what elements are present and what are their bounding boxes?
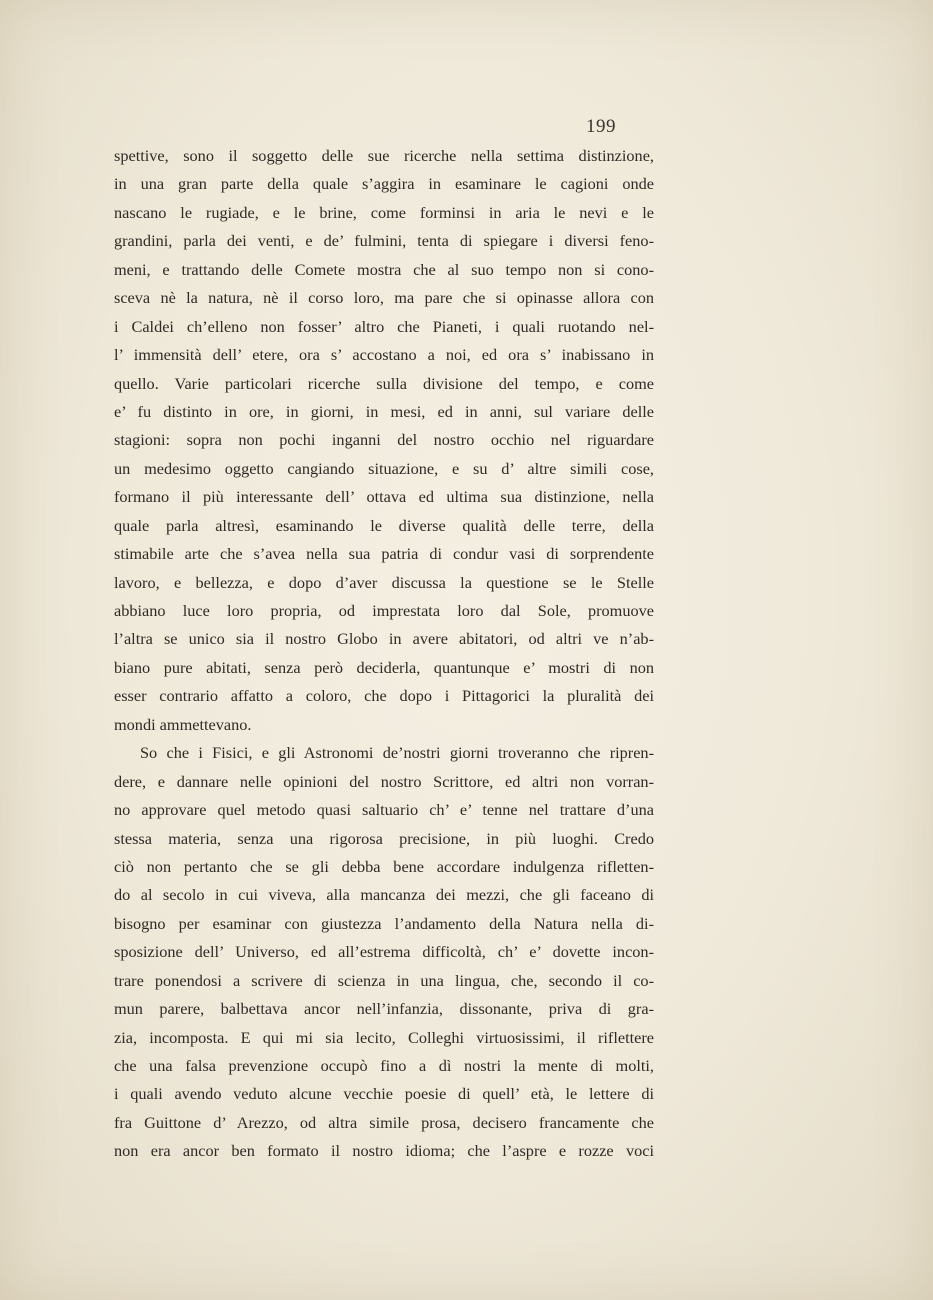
text-line: mun parere, balbettava ancor nell’infanzia, dissonante, priva di gra- bbox=[114, 999, 654, 1019]
text-line: stessa materia, senza una rigorosa precisione, in più luoghi. Credo bbox=[114, 828, 654, 848]
text-line: un medesimo oggetto cangiando situazione, e su d’ altre simili cose, bbox=[114, 458, 654, 478]
text-line: bisogno per esaminar con giustezza l’andamento della Natura nella di- bbox=[114, 913, 654, 933]
text-line: mondi ammettevano. bbox=[114, 714, 252, 734]
body-text bbox=[114, 142, 654, 1166]
text-line: spettive, sono il soggetto delle sue ricerche nella settima distinzione, bbox=[114, 146, 654, 165]
text-line: non era ancor ben formato il nostro idioma; che l’aspre e rozze voci bbox=[114, 1141, 654, 1161]
text-line: nascano le rugiade, e le brine, come forminsi in aria le nevi e le bbox=[114, 202, 654, 222]
text-line: sceva nè la natura, nè il corso loro, ma pare che si opinasse allora con bbox=[114, 288, 654, 308]
text-line: in una gran parte della quale s’aggira in esaminare le cagioni onde bbox=[114, 174, 654, 194]
paragraph-2 bbox=[114, 739, 654, 1166]
text-line: So che i Fisici, e gli Astronomi de’nostri giorni troveranno che ripren- bbox=[140, 743, 654, 763]
text-line: meni, e trattando delle Comete mostra che al suo tempo non si cono- bbox=[114, 259, 654, 279]
page-number: 199 bbox=[586, 116, 616, 137]
text-line: ciò non pertanto che se gli debba bene accordare indulgenza rifletten- bbox=[114, 856, 654, 876]
text-line: abbiano luce loro propria, od imprestata loro dal Sole, promuove bbox=[114, 601, 654, 620]
text-line: l’ immensità dell’ etere, ora s’ accostano a noi, ed ora s’ inabissano in bbox=[114, 345, 654, 365]
text-line: biano pure abitati, senza però deciderla, quantunque e’ mostri di non bbox=[114, 657, 654, 677]
text-line: quello. Varie particolari ricerche sulla divisione del tempo, e come bbox=[114, 373, 654, 393]
text-line: zia, incomposta. E qui mi sia lecito, Colleghi virtuosissimi, il riflettere bbox=[114, 1027, 654, 1047]
text-line: do al secolo in cui viveva, alla mancanza dei mezzi, che gli faceano di bbox=[114, 885, 654, 905]
text-line: che una falsa prevenzione occupò fino a dì nostri la mente di molti, bbox=[114, 1056, 654, 1075]
text-line: e’ fu distinto in ore, in giorni, in mesi, ed in anni, sul variare delle bbox=[114, 401, 654, 421]
text-line: l’altra se unico sia il nostro Globo in avere abitatori, od altri ve n’ab- bbox=[114, 629, 654, 649]
text-line: quale parla altresì, esaminando le diverse qualità delle terre, della bbox=[114, 515, 654, 535]
paragraph-1 bbox=[114, 142, 654, 739]
text-line: i quali avendo veduto alcune vecchie poesie di quell’ età, le lettere di bbox=[114, 1084, 654, 1104]
text-line: i Caldei ch’elleno non fosser’ altro che Pianeti, i quali ruotando nel- bbox=[114, 316, 654, 336]
text-line: fra Guittone d’ Arezzo, od altra simile prosa, decisero francamente che bbox=[114, 1112, 654, 1132]
text-line: stimabile arte che s’avea nella sua patria di condur vasi di sorprendente bbox=[114, 544, 654, 564]
text-line: stagioni: sopra non pochi inganni del nostro occhio nel riguardare bbox=[114, 430, 654, 450]
text-line: sposizione dell’ Universo, ed all’estrema difficoltà, ch’ e’ dovette incon- bbox=[114, 942, 654, 962]
text-line: trare ponendosi a scrivere di scienza in una lingua, che, secondo il co- bbox=[114, 970, 654, 990]
text-line: lavoro, e bellezza, e dopo d’aver discussa la questione se le Stelle bbox=[114, 572, 654, 592]
text-line: grandini, parla dei venti, e de’ fulmini, tenta di spiegare i diversi feno- bbox=[114, 231, 654, 251]
text-line: no approvare quel metodo quasi saltuario ch’ e’ tenne nel trattare d’una bbox=[114, 800, 654, 820]
text-line: formano il più interessante dell’ ottava ed ultima sua distinzione, nella bbox=[114, 487, 654, 507]
text-line: esser contrario affatto a coloro, che dopo i Pittagorici la pluralità dei bbox=[114, 686, 654, 706]
text-line: dere, e dannare nelle opinioni del nostro Scrittore, ed altri non vorran- bbox=[114, 771, 654, 791]
